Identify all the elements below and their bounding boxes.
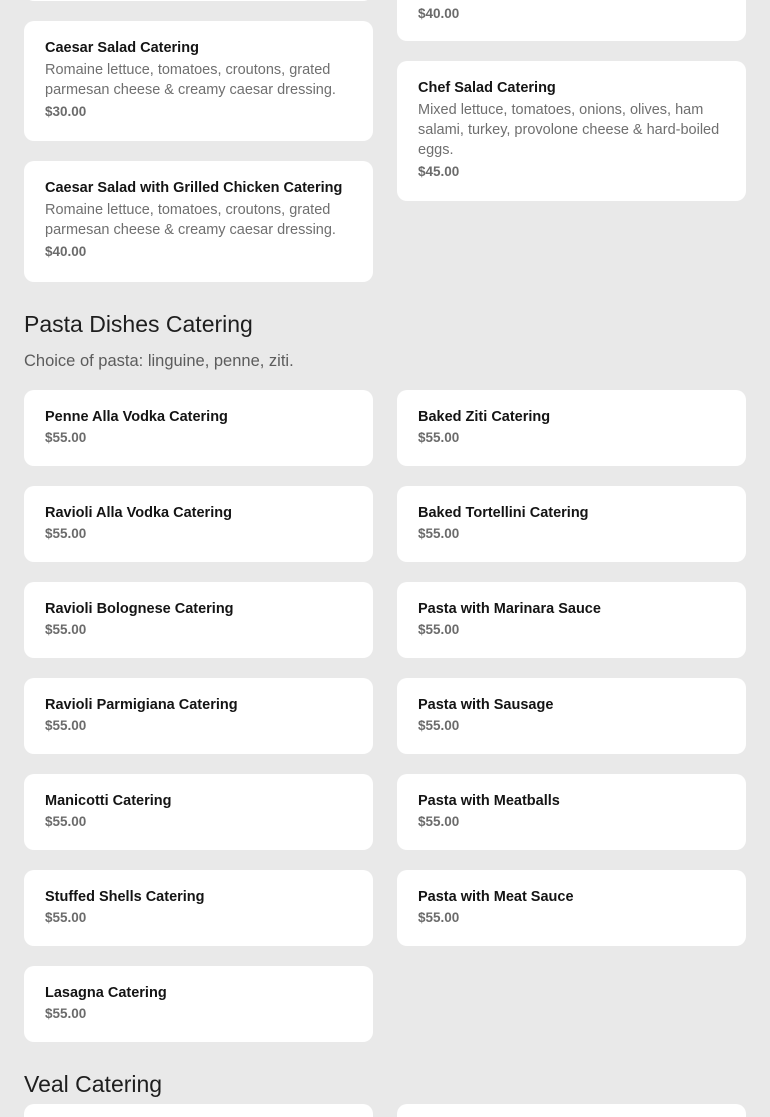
menu-item-name: Ravioli Alla Vodka Catering <box>45 505 232 521</box>
menu-item-price: $55.00 <box>418 718 460 733</box>
menu-item-name: Baked Tortellini Catering <box>418 505 589 521</box>
menu-item-price: $55.00 <box>45 430 87 445</box>
menu-item-price: $55.00 <box>45 622 87 637</box>
menu-item-price: $30.00 <box>45 104 87 119</box>
menu-item-price: $55.00 <box>418 526 460 541</box>
menu-item-card[interactable] <box>397 774 746 850</box>
menu-item-card[interactable] <box>397 61 746 201</box>
menu-item-name: Chef Salad Catering <box>418 80 556 96</box>
menu-item-name: Baked Ziti Catering <box>418 409 551 425</box>
menu-item-price: $55.00 <box>418 430 460 445</box>
menu-item-name: Pasta with Meatballs <box>418 793 560 809</box>
menu-item-card-partial-right[interactable] <box>397 1104 746 1117</box>
menu-item-description: Mixed lettuce, tomatoes, onions, olives, ham salami, turkey, provolone cheese & hard-boiled eggs. <box>418 102 720 158</box>
menu-item-description: Romaine lettuce, tomatoes, croutons, grated parmesan cheese & creamy caesar dressing. <box>45 202 336 238</box>
menu-item-description: Romaine lettuce, tomatoes, croutons, grated parmesan cheese & creamy caesar dressing. <box>45 62 336 98</box>
menu-item-card-partial-right[interactable] <box>397 0 746 41</box>
section-title-pasta: Pasta Dishes Catering <box>24 311 253 337</box>
section-subtitle-pasta: Choice of pasta: linguine, penne, ziti. <box>24 352 294 370</box>
menu-item-price: $40.00 <box>45 244 87 259</box>
menu-item-name: Caesar Salad Catering <box>45 40 199 56</box>
menu-item-price: $55.00 <box>45 814 87 829</box>
menu-item-name: Stuffed Shells Catering <box>45 889 205 905</box>
menu-item-card[interactable] <box>24 774 373 850</box>
menu-item-name: Pasta with Meat Sauce <box>418 889 574 905</box>
menu-item-name: Ravioli Parmigiana Catering <box>45 697 238 713</box>
menu-item-price: $40.00 <box>418 6 460 21</box>
menu-item-name: Pasta with Marinara Sauce <box>418 601 601 617</box>
menu-item-card[interactable] <box>24 390 373 466</box>
menu-item-price: $55.00 <box>418 622 460 637</box>
menu-item-card[interactable] <box>397 870 746 946</box>
menu-item-name: Caesar Salad with Grilled Chicken Catering <box>45 180 343 196</box>
menu-item-price: $55.00 <box>45 718 87 733</box>
menu-item-card[interactable] <box>24 870 373 946</box>
menu-item-name: Pasta with Sausage <box>418 697 554 713</box>
menu-item-price: $55.00 <box>418 910 460 925</box>
menu-item-name: Lasagna Catering <box>45 985 167 1001</box>
menu-item-price: $55.00 <box>45 526 87 541</box>
menu-item-card[interactable] <box>24 966 373 1042</box>
menu-item-card[interactable] <box>397 390 746 466</box>
menu-item-card-partial-left[interactable] <box>24 0 373 1</box>
menu-item-card[interactable] <box>24 678 373 754</box>
menu-item-name: Penne Alla Vodka Catering <box>45 409 228 425</box>
menu-item-price: $55.00 <box>418 814 460 829</box>
menu-item-price: $55.00 <box>45 910 87 925</box>
menu-item-card[interactable] <box>24 21 373 141</box>
menu-item-card[interactable] <box>24 161 373 282</box>
menu-item-card[interactable] <box>24 486 373 562</box>
menu-item-price: $55.00 <box>45 1006 87 1021</box>
menu-item-card-partial-left[interactable] <box>24 1104 373 1117</box>
menu-item-price: $45.00 <box>418 164 460 179</box>
menu-item-card[interactable] <box>397 678 746 754</box>
menu-item-card[interactable] <box>24 582 373 658</box>
section-title-veal: Veal Catering <box>24 1071 163 1097</box>
menu-item-name: Manicotti Catering <box>45 793 172 809</box>
menu-item-card[interactable] <box>397 486 746 562</box>
menu-item-name: Ravioli Bolognese Catering <box>45 601 234 617</box>
menu-item-card[interactable] <box>397 582 746 658</box>
